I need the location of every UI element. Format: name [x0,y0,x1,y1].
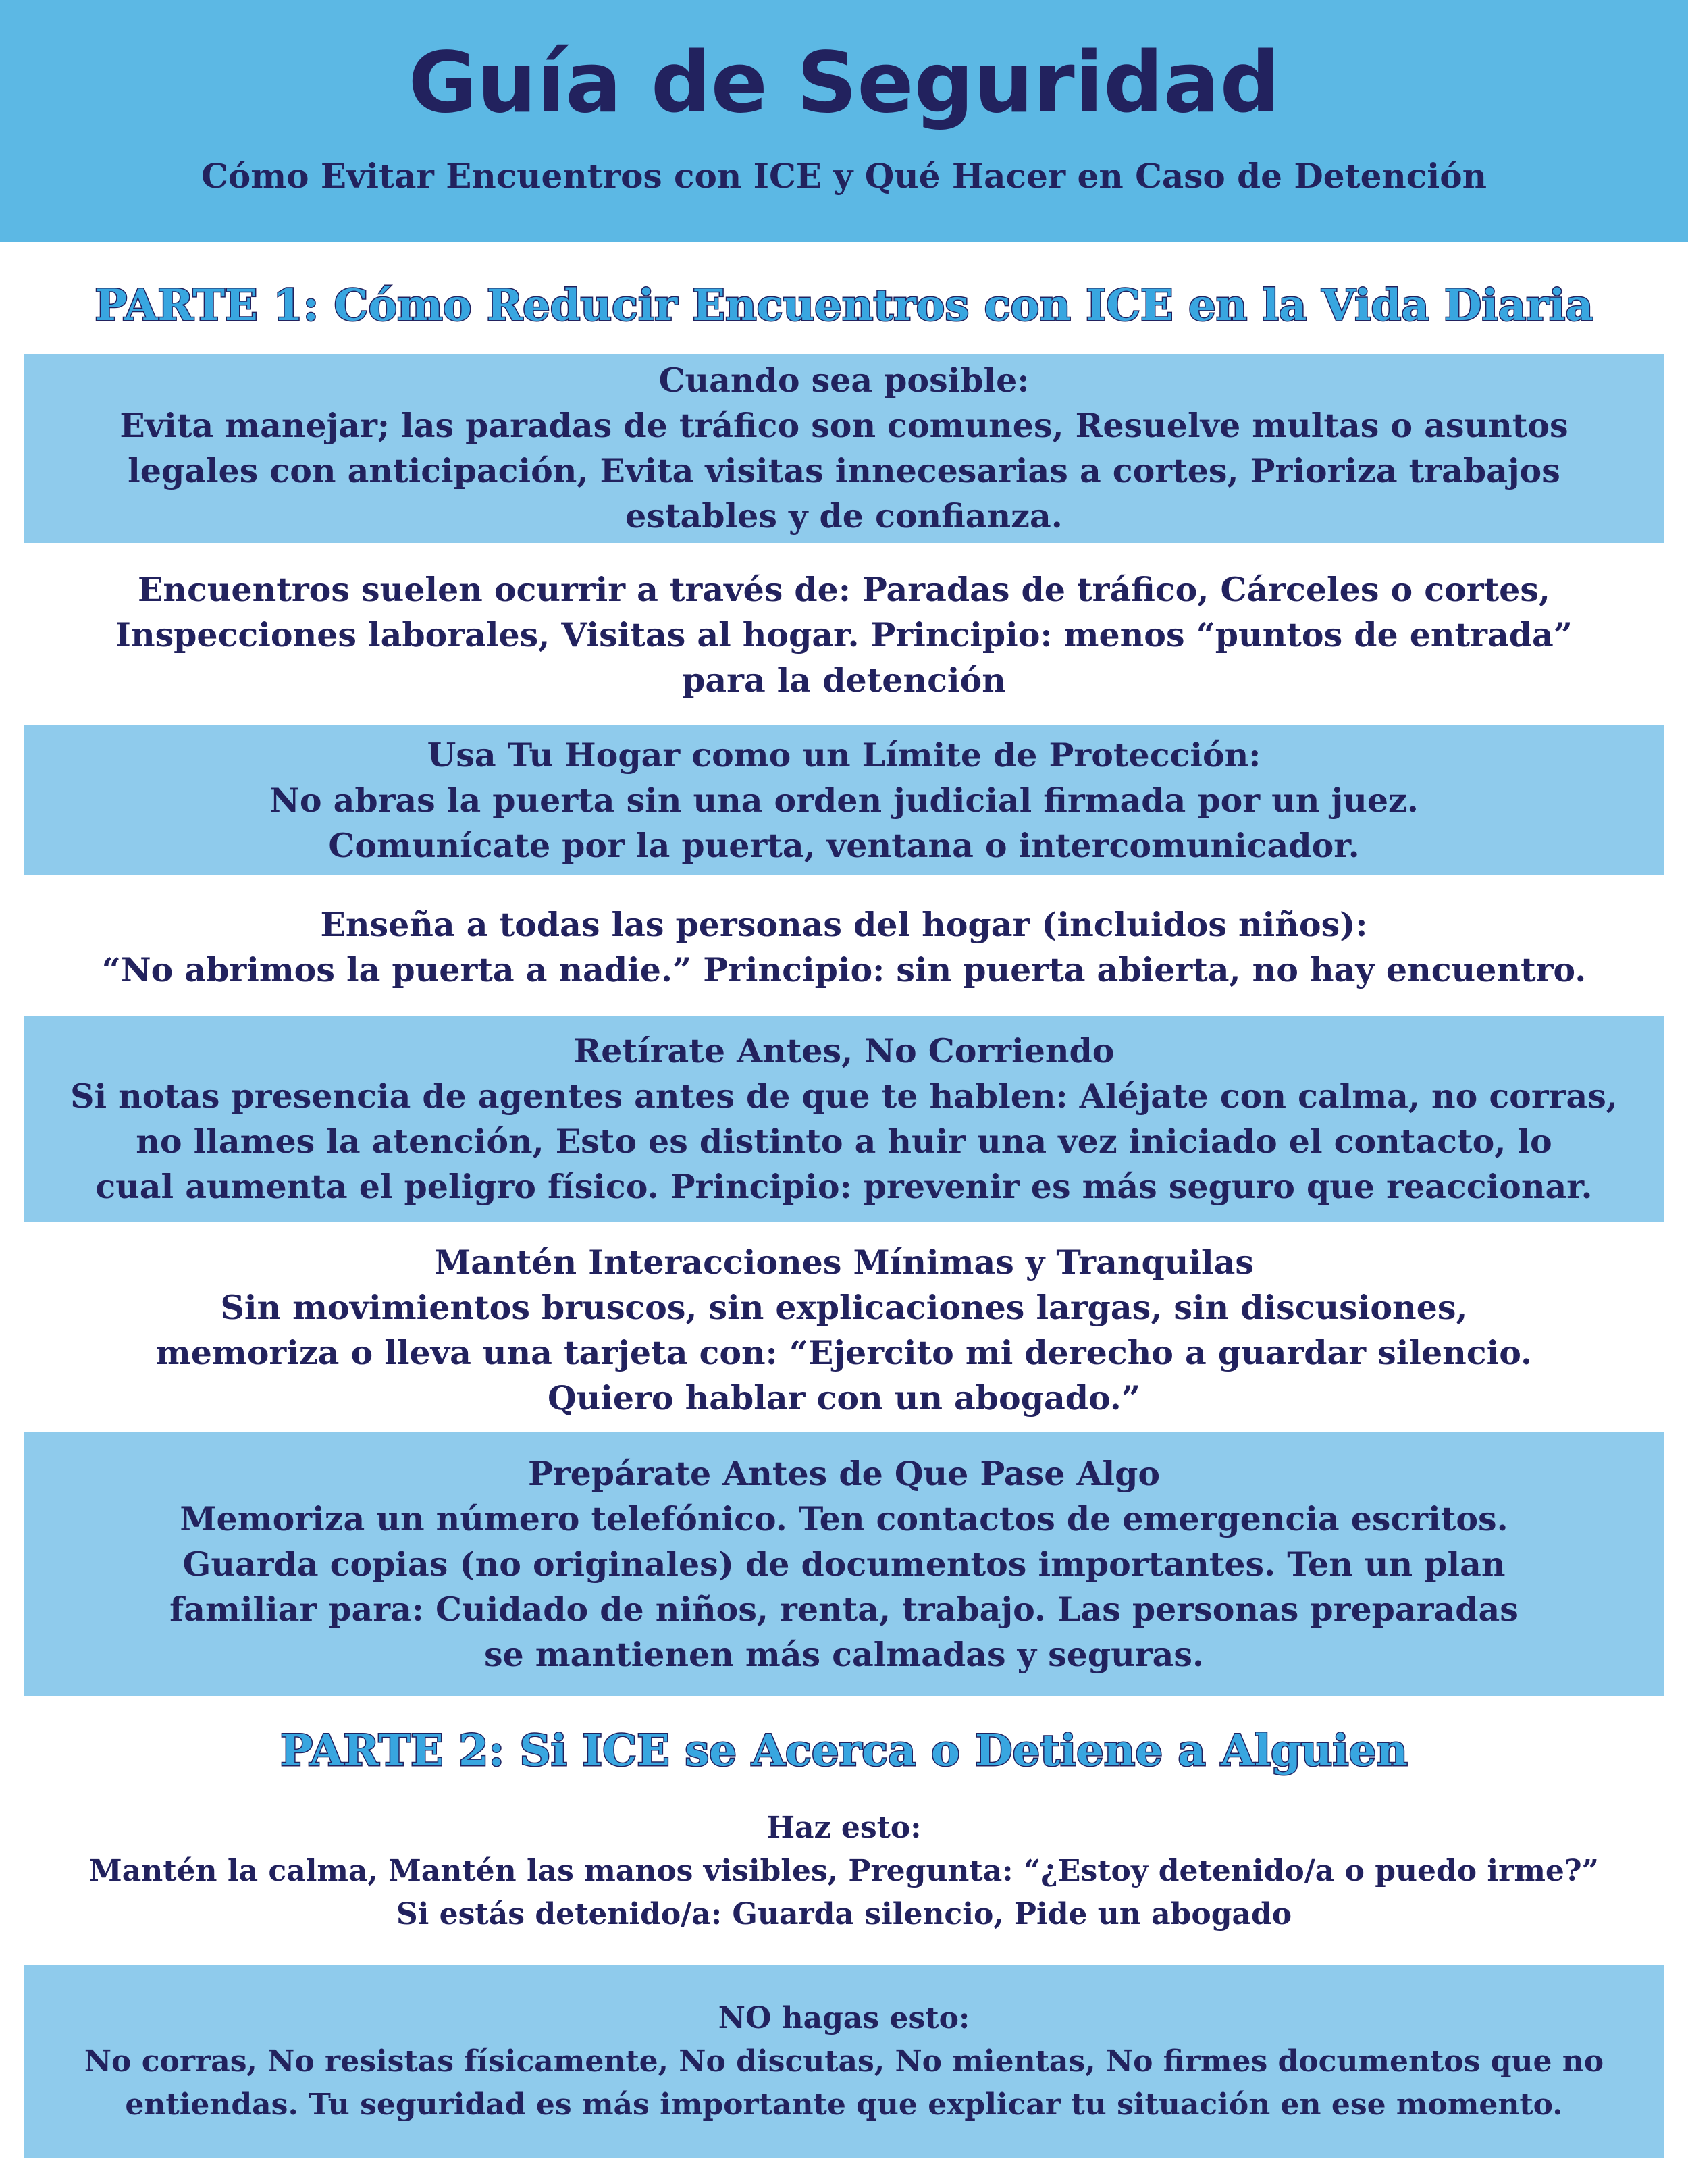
part1-heading: PARTE 1: Cómo Reducir Encuentros con ICE en la Vida Diaria [95,280,1593,331]
block-line: Guarda copias (no originales) de documentos importantes. Ten un plan [182,1544,1506,1584]
block-line: Sin movimientos bruscos, sin explicaciones largas, sin discusiones, [220,1288,1468,1327]
block-ensena-hogar [24,890,1664,1005]
page-title: Guía de Seguridad [408,34,1280,132]
block-heading: Haz esto: [766,1811,922,1845]
block-interacciones-minimas [24,1229,1664,1432]
block-line: No abras la puerta sin una orden judicial firmada por un juez. [269,780,1419,820]
block-hogar-limite [24,725,1664,875]
block-line: Si notas presencia de agentes antes de que te hablen: Aléjate con calma, no corras, [70,1076,1618,1116]
block-line: Encuentros suelen ocurrir a través de: Paradas de tráfico, Cárceles o cortes, [137,569,1550,609]
block-line: para la detención [682,660,1006,700]
block-line: Inspecciones laborales, Visitas al hogar. Principio: menos “puntos de entrada” [115,615,1573,654]
block-preparate [24,1432,1664,1696]
part2-heading: PARTE 2: Si ICE se Acerca o Detiene a Alguien [280,1725,1408,1776]
block-heading: Cuando sea posible: [658,361,1030,400]
block-heading: Mantén Interacciones Mínimas y Tranquilas [434,1243,1254,1282]
block-line: No corras, No resistas físicamente, No discutas, No mientas, No firmes documentos que no [84,2044,1604,2079]
block-haz-esto [24,1800,1664,1942]
page-subtitle: Cómo Evitar Encuentros con ICE y Qué Hacer en Caso de Detención [201,156,1487,196]
block-heading: Prepárate Antes de Que Pase Algo [527,1453,1161,1493]
block-heading: Retírate Antes, No Corriendo [573,1031,1115,1070]
block-heading: NO hagas esto: [718,2001,970,2035]
block-line: Si estás detenido/a: Guarda silencio, Pide un abogado [396,1897,1292,1931]
block-retirate-antes [24,1016,1664,1222]
block-line: cual aumenta el peligro físico. Principio: prevenir es más seguro que reaccionar. [95,1167,1593,1206]
block-line: Memoriza un número telefónico. Ten contactos de emergencia escritos. [180,1499,1508,1538]
block-no-hagas-esto [24,1965,1664,2158]
block-line: entiendas. Tu seguridad es más importante que explicar tu situación en ese momento. [125,2087,1563,2122]
block-line: estables y de confianza. [625,496,1063,536]
block-line: Mantén la calma, Mantén las manos visibles, Pregunta: “¿Estoy detenido/a o puedo irme?” [89,1854,1599,1888]
block-line: legales con anticipación, Evita visitas innecesarias a cortes, Prioriza trabajos [128,451,1560,490]
block-encuentros [24,554,1664,716]
block-line: “No abrimos la puerta a nadie.” Principio: sin puerta abierta, no hay encuentro. [101,950,1587,989]
block-line: se mantienen más calmadas y seguras. [483,1634,1205,1674]
block-line: Enseña a todas las personas del hogar (incluidos niños): [320,905,1368,944]
block-line: memoriza o lleva una tarjeta con: “Ejercito mi derecho a guardar silencio. [155,1333,1533,1372]
block-cuando-sea-posible [24,354,1664,543]
header-banner [0,0,1688,242]
block-heading: Usa Tu Hogar como un Límite de Protección: [427,735,1261,775]
block-line: familiar para: Cuidado de niños, renta, trabajo. Las personas preparadas [169,1589,1519,1629]
block-line: Quiero hablar con un abogado.” [547,1378,1141,1418]
block-line: Comunícate por la puerta, ventana o intercomunicador. [328,825,1360,865]
block-line: Evita manejar; las paradas de tráfico son comunes, Resuelve multas o asuntos [120,406,1568,445]
block-line: no llames la atención, Esto es distinto a huir una vez iniciado el contacto, lo [136,1122,1552,1161]
